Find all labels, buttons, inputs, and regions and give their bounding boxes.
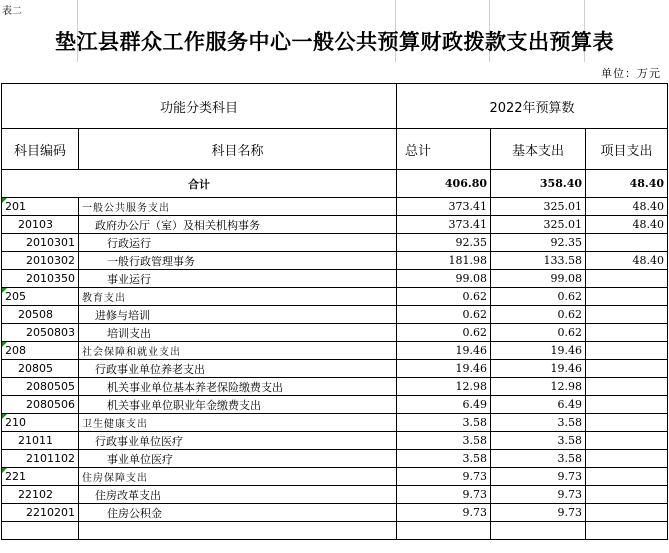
- row-total: 19.46: [397, 342, 491, 360]
- row-basic: 19.46: [491, 360, 586, 378]
- row-project: [586, 360, 668, 378]
- row-project: [586, 414, 668, 432]
- row-total: 3.58: [397, 432, 491, 450]
- row-project: [586, 396, 668, 414]
- row-name: [79, 522, 397, 540]
- row-basic: 99.08: [491, 270, 586, 288]
- row-code: 2080506: [2, 396, 79, 414]
- name-header: 科目名称: [79, 129, 397, 170]
- basic-header: 基本支出: [491, 129, 586, 170]
- row-code: 20508: [2, 306, 79, 324]
- row-code: 20103: [2, 216, 79, 234]
- row-code: 20805: [2, 360, 79, 378]
- row-basic: 12.98: [491, 378, 586, 396]
- row-name: 一般行政管理事务: [79, 252, 397, 270]
- row-project: 48.40: [586, 216, 668, 234]
- row-basic: 6.49: [491, 396, 586, 414]
- row-total: 3.58: [397, 450, 491, 468]
- row-project: [586, 234, 668, 252]
- row-project: [586, 504, 668, 522]
- table-row: [2, 306, 668, 324]
- total-header: 总计: [397, 129, 491, 170]
- row-name: 卫生健康支出: [79, 414, 397, 432]
- row-code: 2080505: [2, 378, 79, 396]
- table-row: [2, 378, 668, 396]
- row-project: 48.40: [586, 198, 668, 216]
- row-basic: 3.58: [491, 414, 586, 432]
- code-header: 科目编码: [2, 129, 79, 170]
- row-total: 19.46: [397, 360, 491, 378]
- row-project: 48.40: [586, 252, 668, 270]
- row-code: 210: [2, 414, 79, 432]
- row-project: [586, 306, 668, 324]
- row-project: [586, 486, 668, 504]
- row-project: [586, 324, 668, 342]
- row-total: 0.62: [397, 306, 491, 324]
- table-row: [2, 324, 668, 342]
- total-label: 合计: [2, 170, 397, 198]
- row-basic: 325.01: [491, 216, 586, 234]
- row-total: 373.41: [397, 216, 491, 234]
- table-row: [2, 360, 668, 378]
- total-row: [2, 170, 668, 198]
- row-project: [586, 522, 668, 540]
- row-code: 201: [2, 198, 79, 216]
- row-total: 9.73: [397, 504, 491, 522]
- row-project: [586, 342, 668, 360]
- row-name: 机关事业单位职业年金缴费支出: [79, 396, 397, 414]
- table-row: [2, 414, 668, 432]
- total-sum: 406.80: [397, 170, 491, 198]
- table-row: [2, 234, 668, 252]
- row-total: [397, 522, 491, 540]
- year-budget-header: 2022年预算数: [397, 84, 668, 129]
- row-code: 2010350: [2, 270, 79, 288]
- row-basic: 3.58: [491, 432, 586, 450]
- row-basic: 0.62: [491, 324, 586, 342]
- row-total: 99.08: [397, 270, 491, 288]
- row-code: 2010302: [2, 252, 79, 270]
- row-code: [2, 522, 79, 540]
- row-name: 行政事业单位养老支出: [79, 360, 397, 378]
- row-name: 政府办公厅（室）及相关机构事务: [79, 216, 397, 234]
- budget-table: [1, 83, 668, 540]
- table-row: [2, 450, 668, 468]
- row-name: 培训支出: [79, 324, 397, 342]
- table-row: [2, 288, 668, 306]
- table-row: [2, 216, 668, 234]
- table-row: [2, 432, 668, 450]
- row-code: 2010301: [2, 234, 79, 252]
- row-basic: 133.58: [491, 252, 586, 270]
- row-name: 教育支出: [79, 288, 397, 306]
- total-project: 48.40: [586, 170, 668, 198]
- row-code: 205: [2, 288, 79, 306]
- row-code: 208: [2, 342, 79, 360]
- row-total: 9.73: [397, 486, 491, 504]
- row-total: 6.49: [397, 396, 491, 414]
- row-basic: 0.62: [491, 306, 586, 324]
- row-name: 住房保障支出: [79, 468, 397, 486]
- row-total: 12.98: [397, 378, 491, 396]
- row-project: [586, 432, 668, 450]
- row-name: 行政事业单位医疗: [79, 432, 397, 450]
- page-title: 垫江县群众工作服务中心一般公共预算财政拨款支出预算表: [55, 29, 614, 54]
- row-name: 住房改革支出: [79, 486, 397, 504]
- row-name: 事业单位医疗: [79, 450, 397, 468]
- row-basic: 3.58: [491, 450, 586, 468]
- row-code: 2101102: [2, 450, 79, 468]
- row-code: 2050803: [2, 324, 79, 342]
- total-basic: 358.40: [491, 170, 586, 198]
- row-basic: 9.73: [491, 486, 586, 504]
- row-project: [586, 270, 668, 288]
- row-name: 机关事业单位基本养老保险缴费支出: [79, 378, 397, 396]
- row-code: 22102: [2, 486, 79, 504]
- row-total: 0.62: [397, 324, 491, 342]
- row-name: 行政运行: [79, 234, 397, 252]
- table-row: [2, 270, 668, 288]
- header-row-2: [2, 129, 668, 170]
- unit-label: 单位：万元: [601, 67, 661, 80]
- table-row: [2, 396, 668, 414]
- row-name: 一般公共服务支出: [79, 198, 397, 216]
- row-total: 92.35: [397, 234, 491, 252]
- row-basic: 9.73: [491, 468, 586, 486]
- row-code: 21011: [2, 432, 79, 450]
- project-header: 项目支出: [586, 129, 668, 170]
- row-name: 事业运行: [79, 270, 397, 288]
- row-total: 373.41: [397, 198, 491, 216]
- row-project: [586, 450, 668, 468]
- table-row: [2, 198, 668, 216]
- row-total: 9.73: [397, 468, 491, 486]
- row-total: 181.98: [397, 252, 491, 270]
- table-row: [2, 252, 668, 270]
- row-code: 221: [2, 468, 79, 486]
- row-basic: [491, 522, 586, 540]
- row-basic: 92.35: [491, 234, 586, 252]
- header-row-1: [2, 84, 668, 129]
- table-row: [2, 342, 668, 360]
- row-name: 社会保障和就业支出: [79, 342, 397, 360]
- row-basic: 19.46: [491, 342, 586, 360]
- row-total: 0.62: [397, 288, 491, 306]
- row-basic: 325.01: [491, 198, 586, 216]
- table-row: [2, 504, 668, 522]
- row-total: 3.58: [397, 414, 491, 432]
- row-project: [586, 288, 668, 306]
- row-name: 进修与培训: [79, 306, 397, 324]
- table-row: [2, 486, 668, 504]
- row-basic: 9.73: [491, 504, 586, 522]
- row-project: [586, 468, 668, 486]
- row-code: 2210201: [2, 504, 79, 522]
- sheet-corner-label: 表二: [2, 6, 22, 17]
- table-row: [2, 468, 668, 486]
- table-row: [2, 522, 668, 540]
- classification-header: 功能分类科目: [2, 84, 397, 129]
- row-basic: 0.62: [491, 288, 586, 306]
- row-name: 住房公积金: [79, 504, 397, 522]
- row-project: [586, 378, 668, 396]
